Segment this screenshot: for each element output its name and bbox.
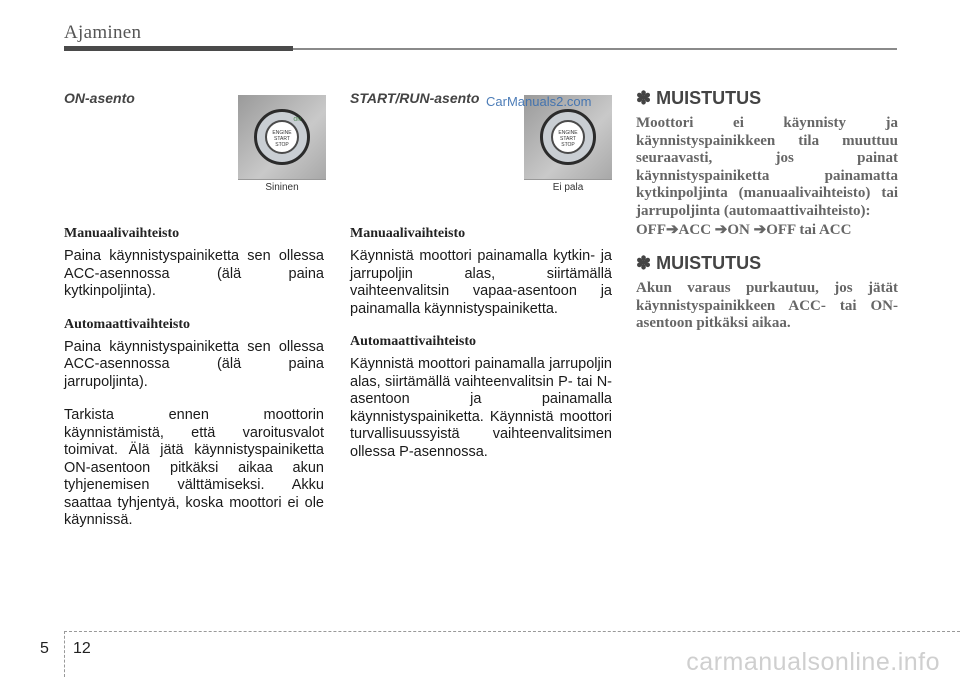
memo-text-2: Akun varaus purkautuu, jos jätät käynnistyspainikkeen ACC- tai ON-asentoon pitkäksi aikaa. bbox=[636, 280, 898, 331]
site-watermark: carmanualsonline.info bbox=[686, 648, 940, 676]
memo-title-2: ✽ MUISTUTUS bbox=[636, 253, 762, 273]
manual-paragraph: Paina käynnistyspainiketta sen ollessa ACC-asennossa (älä paina kytkinpoljinta). bbox=[64, 248, 324, 299]
footer-divider bbox=[64, 631, 960, 632]
column-notes bbox=[636, 88, 898, 349]
auto-paragraph: Käynnistä moottori painamalla jarrupoljin alas, siirtämällä vaihteenvalitsin P- tai N-asentoon ja painamalla käynnistyspainiketta. Käynnistä moottori turvallisuussyistä vaihteenvalitsimen ollessa P-asennossa. bbox=[350, 356, 612, 460]
start-button-bezel bbox=[254, 109, 310, 165]
photo-caption-start-run: Ei pala bbox=[524, 179, 612, 196]
memo-text-1: Moottori ei käynnisty ja käynnistyspainikkeen tila muuttuu seuraavasti, jos painat käynnistyspainiketta painamatta kytkinpoljinta (manuaalivaihteisto) tai jarrupoljinta (automaattivaihteisto): bbox=[636, 115, 898, 219]
header-bar-light bbox=[293, 48, 897, 50]
memo-sequence: OFF➔ACC ➔ON ➔OFF tai ACC bbox=[636, 222, 852, 238]
auto-paragraph: Paina käynnistyspainiketta sen ollessa ACC-asennossa (älä paina jarrupoljinta). bbox=[64, 338, 324, 390]
manual-heading: Manuaalivaihteisto bbox=[64, 226, 180, 241]
manual-paragraph: Käynnistä moottori painamalla kytkin- ja jarrupoljin alas, siirtämällä vaihteenvalitsin vapaa-asentoon ja painamalla käynnistyspainiketta. bbox=[350, 248, 612, 317]
button-photo-on bbox=[238, 95, 326, 195]
section-title-start-run: START/RUN-asento bbox=[350, 90, 480, 106]
button-label-engine: ENGINE bbox=[272, 130, 292, 136]
header-bar-dark bbox=[64, 46, 293, 51]
button-label-engine: ENGINE bbox=[558, 130, 578, 136]
start-button-face bbox=[265, 120, 299, 154]
watermark-overlay: CarManuals2.com bbox=[486, 94, 592, 109]
button-led-indicator: ON bbox=[293, 117, 301, 123]
button-label-start: START bbox=[274, 136, 290, 142]
button-label-start: START bbox=[560, 136, 576, 142]
button-photo-start-run bbox=[524, 95, 612, 195]
chapter-number: 5 bbox=[40, 640, 49, 657]
section-title-on: ON-asento bbox=[64, 90, 135, 106]
page-header-title: Ajaminen bbox=[64, 22, 142, 43]
footer-vertical-divider bbox=[64, 631, 65, 677]
page-number: 12 bbox=[73, 640, 91, 657]
button-label-stop: STOP bbox=[561, 142, 575, 148]
auto-heading: Automaattivaihteisto bbox=[64, 316, 190, 332]
manual-heading: Manuaalivaihteisto bbox=[350, 226, 466, 241]
button-label-stop: STOP bbox=[275, 142, 289, 148]
auto-heading: Automaattivaihteisto bbox=[350, 334, 476, 349]
start-button-bezel bbox=[540, 109, 596, 165]
photo-caption-on: Sininen bbox=[238, 179, 326, 196]
start-button-image bbox=[238, 95, 326, 179]
start-button-face bbox=[551, 120, 585, 154]
note-paragraph: Tarkista ennen moottorin käynnistämistä, että varoitusvalot toimivat. Älä jätä käynnistyspainiketta ON-asentoon pitkäksi aikaa akun tyhjenemisen välttämiseksi. Akku saattaa tyhjentyä, koska moottori ei ole käynnissä. bbox=[64, 407, 324, 528]
memo-title-1: ✽ MUISTUTUS bbox=[636, 88, 762, 108]
